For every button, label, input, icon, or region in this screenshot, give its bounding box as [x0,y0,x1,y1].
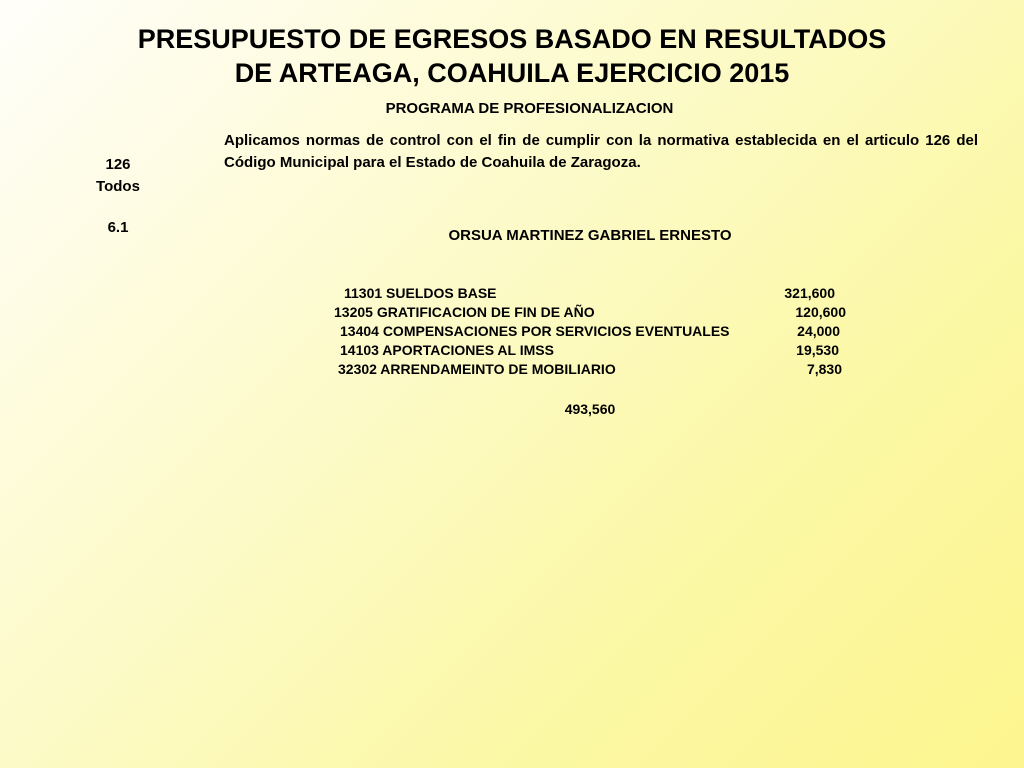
page-title-line2: DE ARTEAGA, COAHUILA EJERCICIO 2015 [234,58,790,88]
budget-item-label: 13404 COMPENSACIONES POR SERVICIOS EVENTUALES [340,323,730,339]
program-name: PROGRAMA DE PROFESIONALIZACION [385,100,674,117]
budget-item-amount: 24,000 [797,323,840,339]
scope-label: Todos [96,178,140,195]
budget-item-amount: 19,530 [796,342,839,358]
budget-item-label: 11301 SUELDOS BASE [344,285,497,301]
budget-item-amount: 120,600 [795,304,846,320]
program-description: Aplicamos normas de control con el fin de cumplir con la normativa establecida en el articulo 126 del Código Municipal para el Estado de Coahuila de Zaragoza. [224,132,978,171]
page-title-line1: PRESUPUESTO DE EGRESOS BASADO EN RESULTADOS [137,24,887,54]
budget-item-amount: 7,830 [806,361,842,377]
budget-item-label: 14103 APORTACIONES AL IMSS [340,342,554,358]
article-code: 126 [105,156,131,173]
section-number: 6.1 [107,219,129,236]
budget-total: 493,560 [564,401,616,417]
responsible-person: ORSUA MARTINEZ GABRIEL ERNESTO [448,227,732,244]
budget-item-label: 32302 ARRENDAMEINTO DE MOBILIARIO [338,361,616,377]
budget-item-amount: 321,600 [784,285,835,301]
budget-item-label: 13205 GRATIFICACION DE FIN DE AÑO [334,304,595,320]
